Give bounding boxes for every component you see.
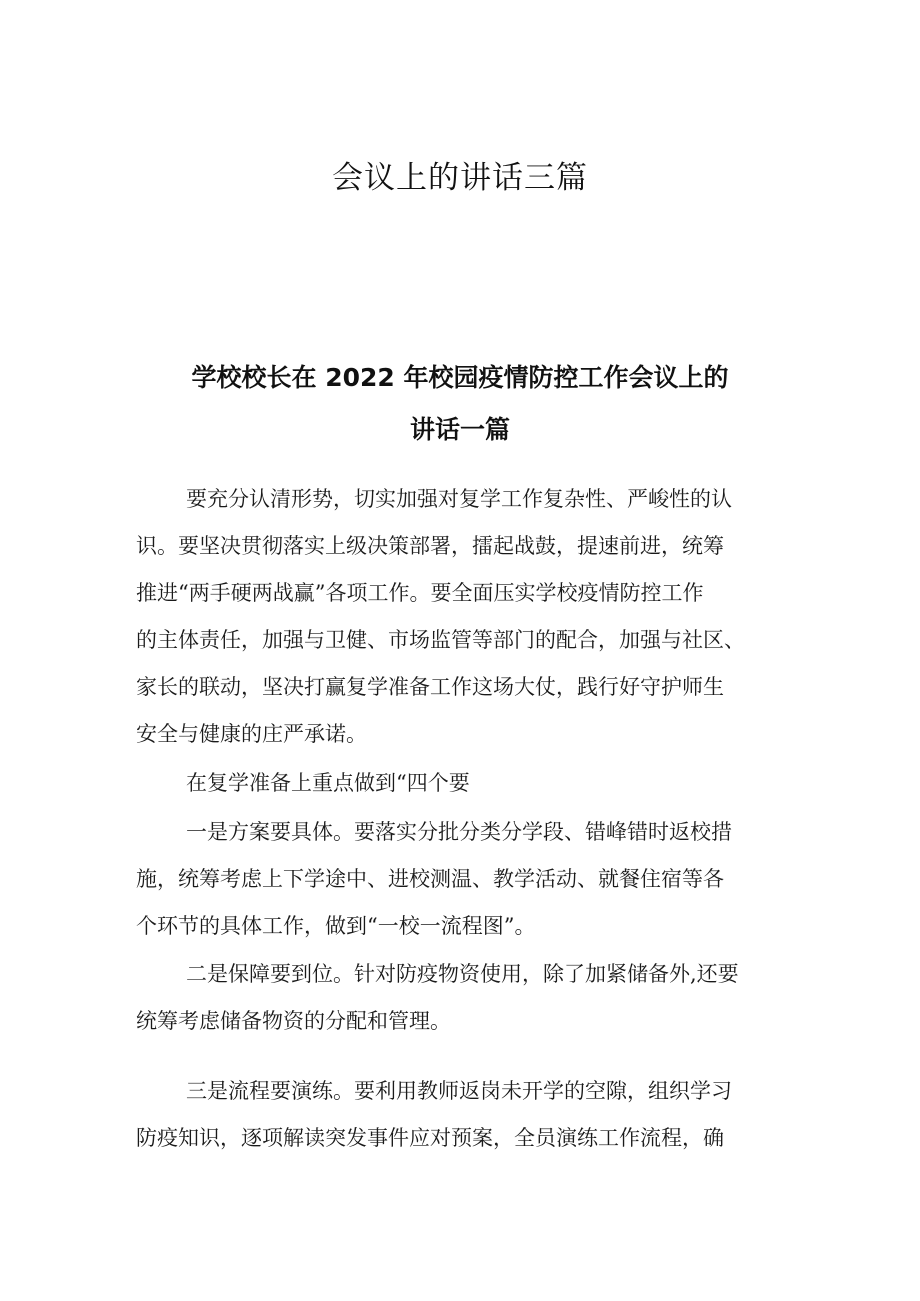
paragraph-line: 在复学准备上重点做到“四个要 [186, 771, 470, 795]
paragraph-line: 识。要坚决贯彻落实上级决策部署，擂起战鼓，提速前进，统筹 [136, 534, 724, 558]
paragraph-line: 二是保障要到位。针对防疫物资使用，除了加紧储备外,还要 [186, 962, 739, 986]
paragraph-line: 安全与健康的庄严承诺。 [136, 722, 367, 746]
paragraph-line: 家长的联动，坚决打赢复学准备工作这场大仗，践行好守护师生 [136, 675, 724, 699]
document-title: 会议上的讲话三篇 [332, 160, 588, 196]
paragraph-line: 要充分认清形势，切实加强对复学工作复杂性、严峻性的认 [186, 487, 732, 511]
paragraph-line: 推进“两手硬两战赢”各项工作。要全面压实学校疫情防控工作 [136, 581, 704, 605]
paragraph-line: 统筹考虑储备物资的分配和管理。 [136, 1009, 451, 1033]
paragraph-line: 一是方案要具体。要落实分批分类分学段、错峰错时返校措 [186, 820, 732, 844]
paragraph-line: 防疫知识，逐项解读突发事件应对预案，全员演练工作流程，确 [136, 1126, 724, 1150]
paragraph-line: 个环节的具体工作，做到“一校一流程图”。 [136, 914, 536, 938]
paragraph-line: 三是流程要演练。要利用教师返岗未开学的空隙，组织学习 [186, 1079, 732, 1103]
section-title-line-1: 学校校长在 2022 年校园疫情防控工作会议上的 [191, 363, 729, 392]
paragraph-line: 的主体责任，加强与卫健、市场监管等部门的配合，加强与社区、 [136, 628, 745, 652]
section-title-line-2: 讲话一篇 [409, 415, 510, 444]
paragraph-line: 施，统筹考虑上下学途中、进校测温、教学活动、就餐住宿等各 [136, 867, 724, 891]
